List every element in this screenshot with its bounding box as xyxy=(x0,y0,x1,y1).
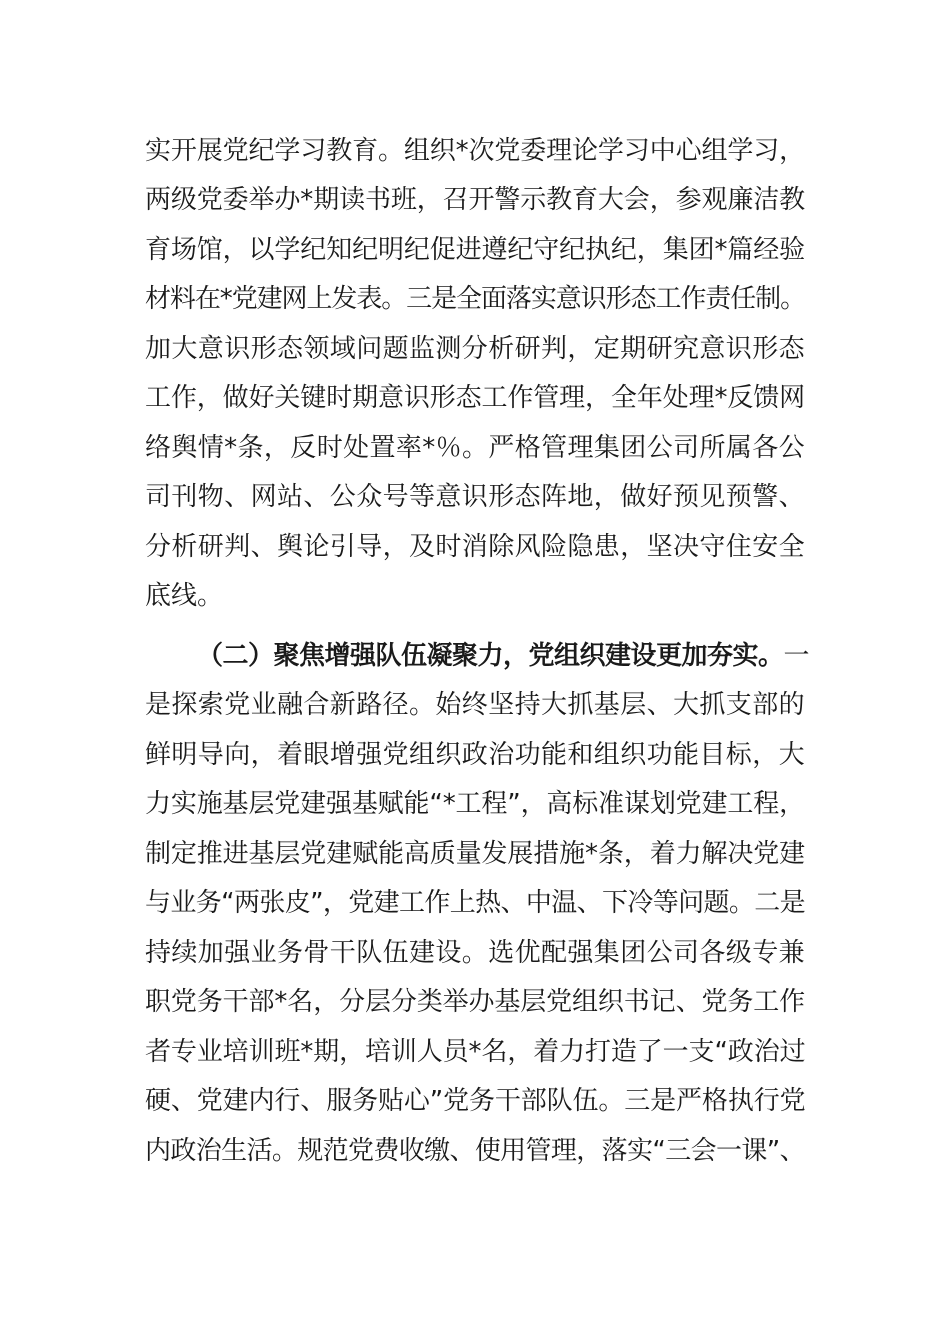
paragraph-line: 实开展党纪学习教育。组织*次党委理论学习中心组学习， xyxy=(145,136,806,166)
paragraph-line: 鲜明导向，着眼增强党组织政治功能和组织功能目标，大 xyxy=(145,740,806,770)
paragraph-line: 内政治生活。规范党费收缴、使用管理，落实“三会一课”、 xyxy=(145,1136,805,1166)
paragraph-line: 与业务“两张皮”，党建工作上热、中温、下冷等问题。二是 xyxy=(145,888,805,918)
paragraph-line: 络舆情*条，反时处置率*％。严格管理集团公司所属各公 xyxy=(145,433,806,463)
paragraph-line: 是探索党业融合新路径。始终坚持大抓基层、大抓支部的 xyxy=(145,690,806,720)
paragraph-line: 司刊物、网站、公众号等意识形态阵地，做好预见预警、 xyxy=(145,482,806,512)
section-heading: （二）聚焦增强队伍凝聚力，党组织建设更加夯实。 xyxy=(197,641,784,671)
paragraph-line: 工作，做好关键时期意识形态工作管理，全年处理*反馈网 xyxy=(145,383,806,413)
section-heading-line xyxy=(197,636,809,676)
paragraph-line: 底线。 xyxy=(145,581,224,611)
paragraph-line: 硬、党建内行、服务贴心”党务干部队伍。三是严格执行党 xyxy=(145,1086,806,1116)
paragraph-line: 加大意识形态领域问题监测分析研判，定期研究意识形态 xyxy=(145,334,806,364)
paragraph-line: 分析研判、舆论引导，及时消除风险隐患，坚决守住安全 xyxy=(145,532,806,562)
paragraph-text: 一 xyxy=(783,641,810,671)
paragraph-line: 制定推进基层党建赋能高质量发展措施*条，着力解决党建 xyxy=(145,839,806,869)
paragraph-line: 力实施基层党建强基赋能“*工程”，高标准谋划党建工程， xyxy=(145,789,805,819)
paragraph-line: 职党务干部*名，分层分类举办基层党组织书记、党务工作 xyxy=(145,987,806,1017)
paragraph-line: 育场馆，以学纪知纪明纪促进遵纪守纪执纪，集团*篇经验 xyxy=(145,235,806,265)
paragraph-line: 持续加强业务骨干队伍建设。选优配强集团公司各级专兼 xyxy=(145,938,806,968)
paragraph-line: 两级党委举办*期读书班，召开警示教育大会，参观廉洁教 xyxy=(145,185,806,215)
paragraph-line: 者专业培训班*期，培训人员*名，着力打造了一支“政治过 xyxy=(145,1037,806,1067)
paragraph-line: 材料在*党建网上发表。三是全面落实意识形态工作责任制。 xyxy=(145,284,806,314)
